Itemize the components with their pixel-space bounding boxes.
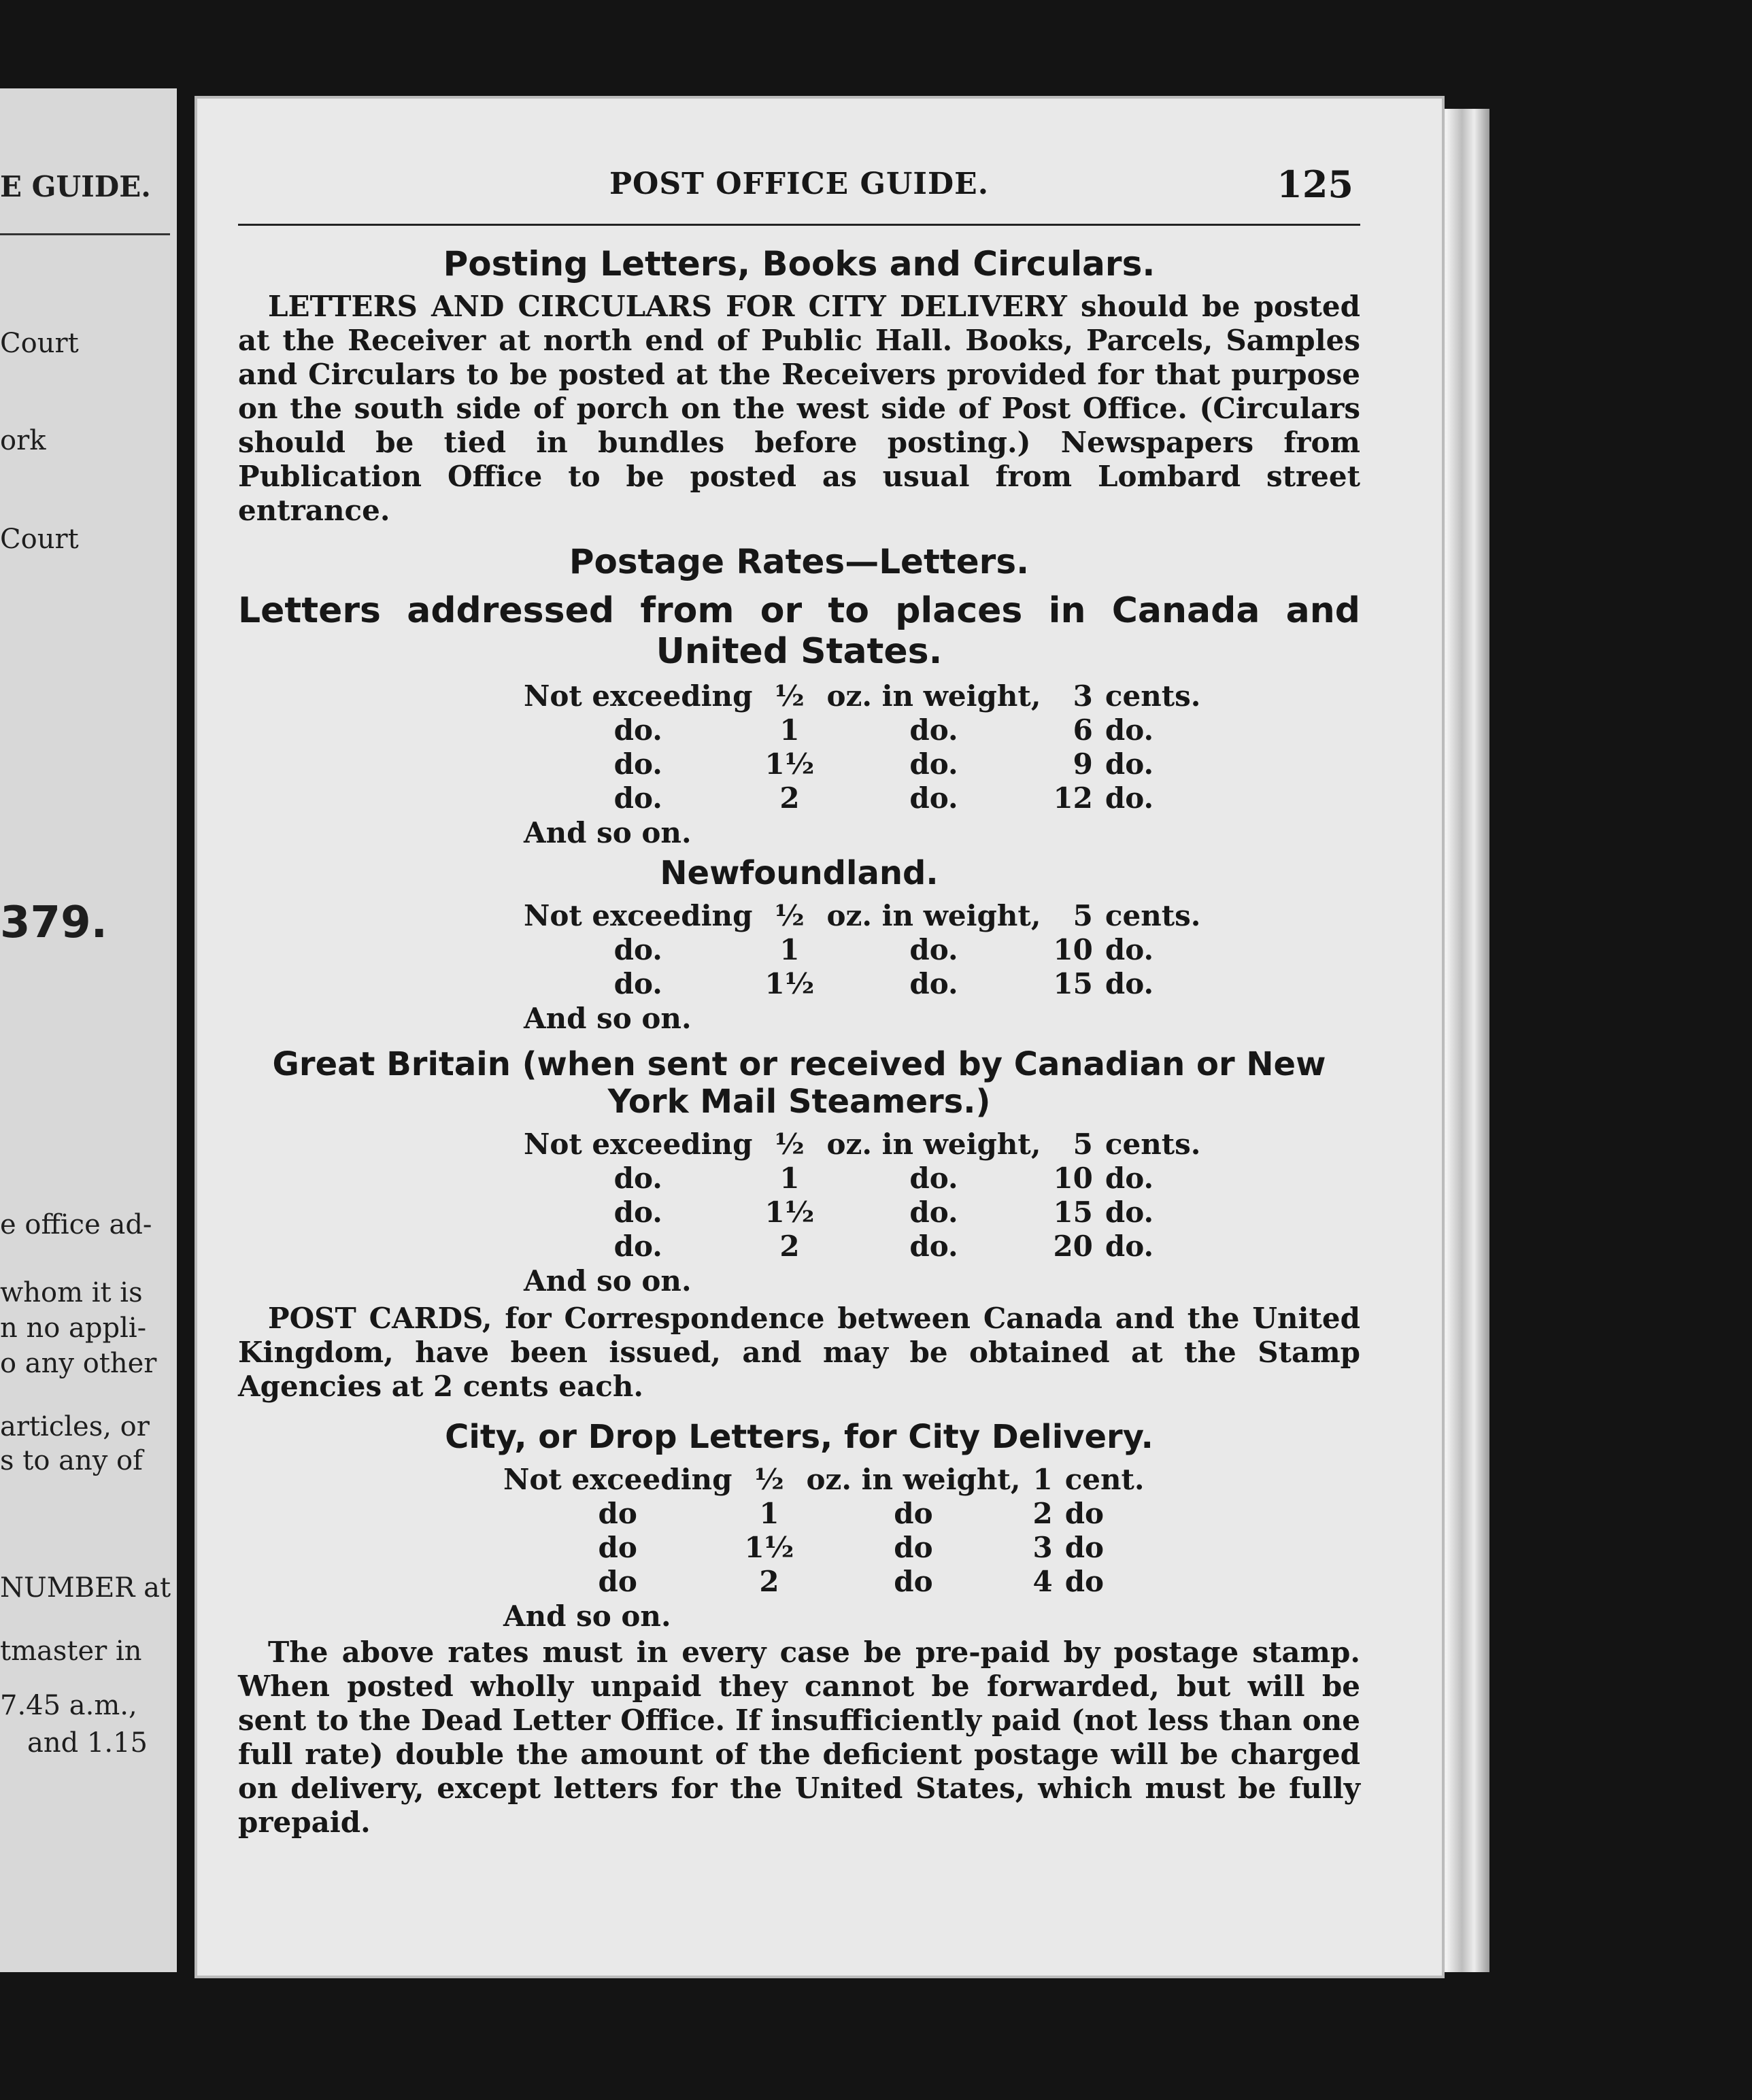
table-cell: oz. in weight,: [826, 1128, 1041, 1162]
table-cell: Not exceeding: [503, 1463, 732, 1497]
header-rule: [238, 224, 1360, 226]
table-row: [503, 1497, 1157, 1531]
table-cell: 1: [779, 713, 800, 747]
table-cell: ½: [775, 679, 805, 713]
table-cell: Not exceeding: [524, 898, 753, 932]
post-cards-paragraph: POST CARDS, for Correspondence between Canada and the United Kingdom, have been issued, and may be obtained at the Stamp Agencies at 2 cents each.: [238, 1302, 1360, 1404]
left-page-header: E GUIDE.: [0, 170, 151, 203]
table-cell: do.: [613, 713, 662, 747]
table-cell: do.: [909, 747, 958, 781]
section-heading: City, or Drop Letters, for City Delivery.: [445, 1418, 1153, 1457]
table-cell: do.: [613, 1162, 662, 1196]
table-cell: do.: [1105, 1196, 1154, 1230]
table-cell: do.: [613, 747, 662, 781]
left-fragment: ork: [0, 425, 46, 456]
rate-table: [524, 679, 1213, 815]
table-cell: do.: [909, 1196, 958, 1230]
table-cell: do.: [1105, 1162, 1154, 1196]
table-cell: 5: [1073, 898, 1093, 932]
section-heading: Great Britain (when sent or received by Canadian or New York Mail Steamers.): [272, 1045, 1326, 1121]
closing-paragraph: The above rates must in every case be pre-paid by postage stamp. When posted wholly unpaid they cannot be forwarded, but will be sent to the Dead Letter Office. If insufficiently paid (not less than one full rate) double the amount of the deficient postage will be charged on delivery, except letters for the United States, which must be fully prepaid.: [238, 1636, 1360, 1840]
table-row: [503, 1531, 1157, 1565]
table-cell: 4: [1032, 1565, 1053, 1599]
table-cell: do.: [1105, 966, 1154, 1000]
table-cell: do.: [613, 932, 662, 966]
left-page-rule: [0, 233, 170, 235]
table-cell: ½: [775, 898, 805, 932]
table-cell: 1: [779, 1162, 800, 1196]
rate-table: [524, 899, 1213, 1001]
table-cell: oz. in weight,: [826, 679, 1041, 713]
table-cell: do.: [1105, 713, 1154, 747]
table-cell: do.: [909, 966, 958, 1000]
left-fragment: Court: [0, 524, 79, 555]
table-cell: cents.: [1105, 679, 1201, 713]
page-content: [238, 163, 1360, 1840]
table-cell: 2: [779, 1230, 800, 1264]
left-fragment: tmaster in: [0, 1636, 142, 1667]
left-fragment: 7.45 a.m.,: [0, 1690, 137, 1721]
table-cell: do: [894, 1565, 933, 1599]
table-cell: 15: [1053, 1196, 1093, 1230]
book-page: [197, 99, 1442, 1976]
table-row: [524, 713, 1213, 747]
section-heading: Posting Letters, Books and Circulars.: [443, 244, 1156, 284]
left-fragment: Court: [0, 328, 79, 359]
table-cell: Not exceeding: [524, 1128, 753, 1162]
table-row: [524, 1128, 1213, 1162]
table-cell: 5: [1073, 1128, 1093, 1162]
table-cell: cents.: [1105, 1128, 1201, 1162]
table-cell: 10: [1053, 1162, 1093, 1196]
table-cell: do.: [613, 781, 662, 815]
running-header: [238, 163, 1360, 220]
rate-table: [503, 1463, 1157, 1599]
table-cell: do.: [909, 1162, 958, 1196]
left-fragment: and 1.15: [27, 1727, 148, 1759]
table-cell: 20: [1053, 1230, 1093, 1264]
left-fragment: articles, or: [0, 1411, 150, 1442]
section-heading: Newfoundland.: [660, 853, 939, 892]
rate-table: [524, 1128, 1213, 1264]
page-number: 125: [1277, 163, 1353, 206]
table-cell: 1½: [764, 1196, 815, 1230]
table-row: [503, 1463, 1157, 1497]
left-fragment: n no appli-: [0, 1312, 147, 1344]
table-cell: do.: [909, 1230, 958, 1264]
table-row: [524, 967, 1213, 1001]
table-cell: do.: [613, 1230, 662, 1264]
table-cell: do.: [613, 1196, 662, 1230]
table-cell: do: [598, 1565, 637, 1599]
table-row: [524, 1196, 1213, 1230]
table-row: [524, 1230, 1213, 1264]
table-row: [524, 781, 1213, 815]
table-cell: 9: [1073, 747, 1093, 781]
table-cell: do: [598, 1497, 637, 1531]
table-cell: 10: [1053, 932, 1093, 966]
running-title: POST OFFICE GUIDE.: [609, 167, 990, 201]
left-fragment: whom it is: [0, 1277, 143, 1308]
left-fragment: e office ad-: [0, 1209, 152, 1240]
table-cell: do.: [1105, 747, 1154, 781]
table-cell: 1: [779, 932, 800, 966]
table-row: [524, 747, 1213, 781]
left-fragment: s to any of: [0, 1445, 143, 1476]
table-cell: do.: [909, 932, 958, 966]
table-cell: do.: [1105, 1230, 1154, 1264]
table-cell: do.: [1105, 781, 1154, 815]
table-row: [524, 899, 1213, 933]
and-so-on: And so on.: [524, 1264, 692, 1298]
table-cell: 15: [1053, 966, 1093, 1000]
table-cell: 2: [779, 781, 800, 815]
table-cell: 12: [1053, 781, 1093, 815]
table-cell: 3: [1073, 679, 1093, 713]
table-row: [524, 933, 1213, 967]
and-so-on: And so on.: [524, 1001, 692, 1035]
section-heading: Postage Rates—Letters.: [569, 541, 1030, 581]
posting-paragraph: LETTERS AND CIRCULARS FOR CITY DELIVERY should be posted at the Receiver at north end of Public Hall. Books, Parcels, Samples and Circulars to be posted at the Receivers provided for that purpose on the south side of porch on the west side of Post Office. (Circulars should be tied in bundles before posting.) Newspapers from Publication Office to be posted as usual from Lombard street entrance.: [238, 289, 1360, 527]
table-cell: 6: [1073, 713, 1093, 747]
table-cell: do: [598, 1531, 637, 1565]
table-cell: do.: [909, 781, 958, 815]
table-cell: 1½: [764, 747, 815, 781]
left-page-fragment: [0, 88, 177, 1972]
table-cell: 2: [759, 1565, 779, 1599]
table-cell: do: [1064, 1531, 1105, 1565]
table-cell: do: [894, 1497, 933, 1531]
table-row: [524, 1162, 1213, 1196]
left-fragment: o any other: [0, 1348, 157, 1379]
table-cell: do.: [1105, 932, 1154, 966]
left-fragment: 379.: [0, 898, 107, 948]
table-cell: oz. in weight,: [806, 1463, 1021, 1497]
table-cell: oz. in weight,: [826, 898, 1041, 932]
section-heading: Letters addressed from or to places in Canada and United States.: [238, 590, 1360, 672]
table-cell: cents.: [1105, 898, 1201, 932]
table-cell: 1½: [744, 1531, 794, 1565]
table-cell: 1½: [764, 966, 815, 1000]
and-so-on: And so on.: [524, 815, 692, 849]
table-cell: do: [894, 1531, 933, 1565]
table-cell: do.: [909, 713, 958, 747]
table-cell: 1: [759, 1497, 779, 1531]
and-so-on: And so on.: [503, 1599, 671, 1633]
table-cell: 3: [1032, 1531, 1053, 1565]
table-cell: 1: [1032, 1463, 1053, 1497]
table-cell: ½: [775, 1128, 805, 1162]
table-cell: 2: [1032, 1497, 1053, 1531]
table-cell: ½: [754, 1463, 784, 1497]
table-cell: do: [1064, 1565, 1105, 1599]
table-cell: do: [1064, 1497, 1105, 1531]
left-fragment: NUMBER at: [0, 1572, 171, 1604]
table-row: [524, 679, 1213, 713]
table-cell: cent.: [1064, 1463, 1145, 1497]
table-cell: Not exceeding: [524, 679, 753, 713]
table-row: [503, 1565, 1157, 1599]
table-cell: do.: [613, 966, 662, 1000]
